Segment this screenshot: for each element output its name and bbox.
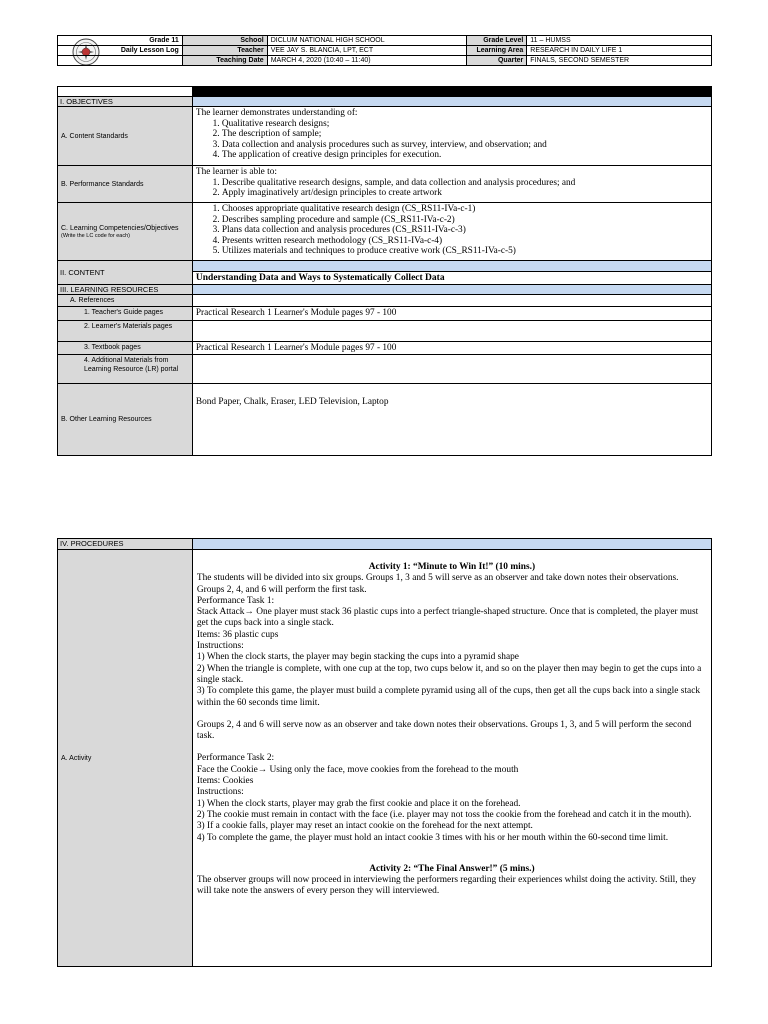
grade-label: Grade 11 [58,36,183,46]
list-item: 3. Plans data collection and analysis procedures (CS_RS11-IVa-c-3) [222,225,708,236]
performance-standards-list [196,178,708,199]
teaching-date-label: Teaching Date [182,56,267,66]
list-item: 3. Data collection and analysis procedures such as survey, interview, and observation; and [222,140,708,151]
teacher-value: VEE JAY S. BLANCIA, LPT, ECT [267,46,467,56]
task2-items: Items: Cookies [196,776,254,787]
lesson-table [57,86,712,456]
task1-instructions-heading: Instructions: [196,641,244,652]
quarter-value: FINALS, SECOND SEMESTER [527,56,712,66]
task1-step: 3) To complete this game, the player must build a complete pyramid using all of the cups, then get all the cups back into a single stack within the 60 seconds time limit. [196,686,701,708]
references-value [192,295,711,307]
content-bar [193,261,711,272]
teachers-guide-label: 1. Teacher's Guide pages [58,307,193,321]
activity2-description: The observer groups will now proceed in interviewing the performers regarding their experiences whilst doing the activity. Still, they will take note the answers of every person they will interviewed. [196,875,697,897]
task2-step: 2) The cookie must remain in contact with the face (i.e. player may not toss the cookie from the forehead and catch it in the mouth). [196,809,692,820]
list-item: 1. Describe qualitative research designs, sample, and data collection and analysis procedures; and [222,178,708,189]
list-item: 4. The application of creative design principles for execution. [222,150,708,161]
textbook-label: 3. Textbook pages [58,341,193,355]
black-bar [192,87,711,97]
activity1-title: Activity 1: “Minute to Win It!” (10 mins.) [368,562,536,572]
list-item: 2. Describes sampling procedure and sample (CS_RS11-IVa-c-2) [222,215,708,226]
list-item: 4. Presents written research methodology (CS_RS11-IVa-c-4) [222,236,708,247]
task2-step: 3) If a cookie falls, player may reset an intact cookie on the forehead for the next attempt. [196,821,533,832]
header-blank-cell [58,56,183,66]
additional-materials-value [192,355,711,384]
resources-bar [192,285,711,295]
task1-description: Stack Attack→ One player must stack 36 plastic cups into a perfect triangle-shaped structure. Once that is completed, the player must get the cups back into a single stack. [196,607,699,629]
content-standards-label: A. Content Standards [58,107,193,166]
learners-materials-value [192,320,711,341]
textbook-value: Practical Research 1 Learner's Module pages 97 - 100 [192,341,711,355]
task1-items: Items: 36 plastic cups [196,629,279,640]
task1-heading: Performance Task 1: [196,595,275,606]
school-label: School [182,36,267,46]
list-item: 1. Chooses appropriate qualitative research design (CS_RS11-IVa-c-1) [222,204,708,215]
activity2-title: Activity 2: “The Final Answer!” (5 mins.) [369,863,535,874]
task2-step: 4) To complete the game, the player must hold an intact cookie 3 times with his or her mouth within the 60-second time limit. [196,832,669,843]
content-heading: II. CONTENT [58,261,193,285]
list-item: 2. Apply imaginatively art/design principles to create artwork [222,188,708,199]
competencies-list [196,204,708,257]
competencies-value [192,203,711,261]
task2-description: Face the Cookie→ Using only the face, move cookies from the forehead to the mouth [196,764,519,775]
content-intro: The learner demonstrates understanding of: [195,108,358,118]
school-value: DICLUM NATIONAL HIGH SCHOOL [267,36,467,46]
list-item: 1. Qualitative research designs; [222,119,708,130]
activity1-intro: The students will be divided into six groups. Groups 1, 3 and 5 will serve as an observer and take down notes their observations. Groups 2, 4, and 6 will perform the first task. [196,573,679,595]
activity-label: A. Activity [58,550,193,967]
blank-top-left [58,87,193,97]
performance-standards-value [192,166,711,203]
procedures-heading: IV. PROCEDURES [58,539,193,550]
resources-heading: III. LEARNING RESOURCES [58,285,193,295]
additional-materials-label: 4. Additional Materials from Learning Resource (LR) portal [58,355,193,384]
learners-materials-label: 2. Learner's Materials pages [58,320,193,341]
task1-step: 1) When the clock starts, the player may begin stacking the cups into a pyramid shape [196,652,519,663]
competencies-label: C. Learning Competencies/Objectives (Write the LC code for each) [58,203,193,261]
learning-area-value: RESEARCH IN DAILY LIFE 1 [527,46,712,56]
teachers-guide-value: Practical Research 1 Learner's Module pages 97 - 100 [192,307,711,321]
activity-content [192,550,711,967]
task2-heading: Performance Task 2: [196,753,275,764]
list-item: 2. The description of sample; [222,129,708,140]
task1-step: 2) When the triangle is complete, with one cup at the top, two cups below it, and so on the player then may begin to get the cups into a single stack. [196,663,702,685]
header-table [57,35,712,66]
references-label: A. References [58,295,193,307]
log-title: Daily Lesson Log [58,46,183,56]
content-standards-list [196,119,708,161]
grade-level-label: Grade Level [467,36,527,46]
learning-area-label: Learning Area [467,46,527,56]
objectives-heading: I. OBJECTIVES [58,97,193,107]
quarter-label: Quarter [467,56,527,66]
list-item: 5. Utilizes materials and techniques to produce creative work (CS_RS11-IVa-c-5) [222,246,708,257]
objectives-bar [192,97,711,107]
task2-instructions-heading: Instructions: [196,787,244,798]
performance-standards-label: B. Performance Standards [58,166,193,203]
teacher-label: Teacher [182,46,267,56]
competencies-note: (Write the LC code for each) [61,233,130,239]
task2-step: 1) When the clock starts, player may grab the first cookie and place it on the forehead. [196,798,521,809]
grade-level-value: 11 – HUMSS [527,36,712,46]
procedures-table [57,538,712,967]
procedures-bar [192,539,711,550]
content-standards-value [192,107,711,166]
content-value-cell [192,261,711,285]
other-resources-label: B. Other Learning Resources [58,384,193,456]
performance-intro: The learner is able to: [195,167,277,177]
other-resources-value: Bond Paper, Chalk, Eraser, LED Television, Laptop [192,384,711,456]
content-value: Understanding Data and Ways to Systematically Collect Data [195,273,445,283]
activity1-switch: Groups 2, 4 and 6 will serve now as an observer and take down notes their observations. Groups 1, 3, and 5 will perform the second task. [196,719,692,742]
teaching-date-value: MARCH 4, 2020 (10:40 – 11:40) [267,56,467,66]
